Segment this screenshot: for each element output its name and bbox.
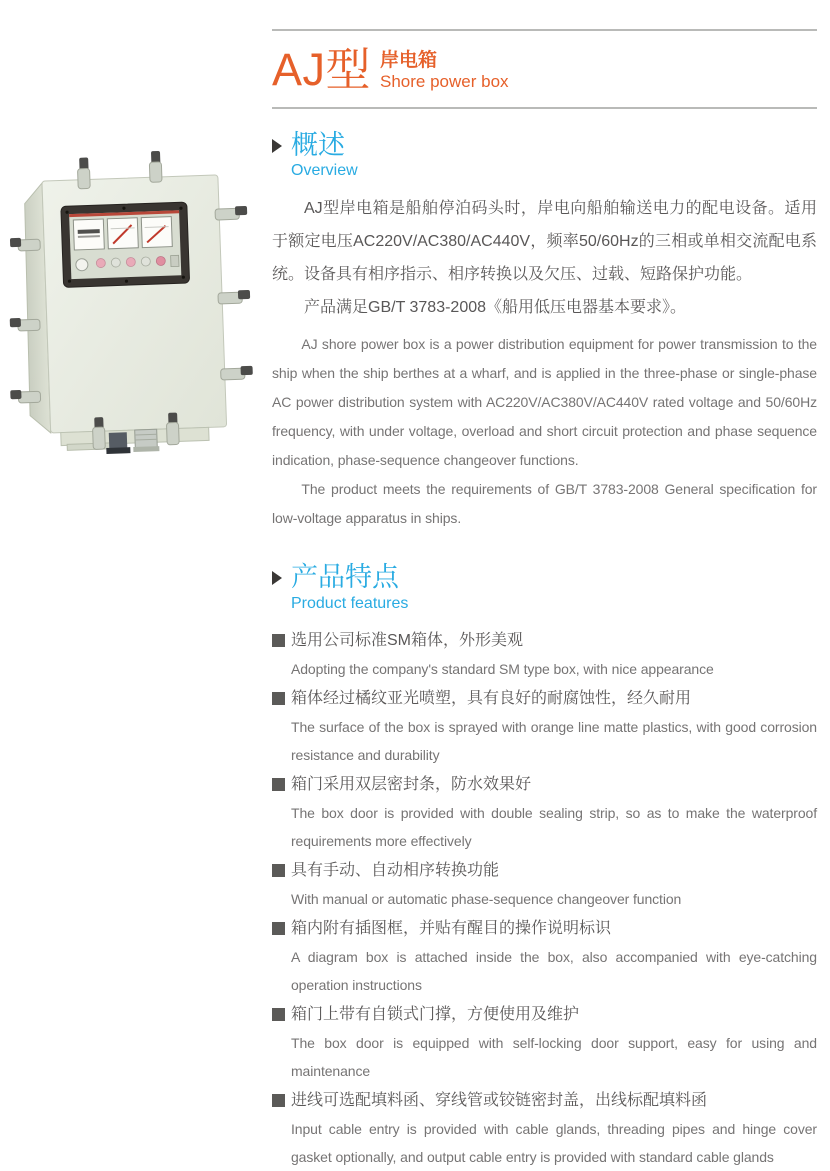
- cable-gland-metal: [133, 429, 160, 452]
- feature-cn-line: [272, 1001, 817, 1029]
- title-block: [272, 29, 817, 109]
- latch-clamp-right-2: [218, 290, 250, 304]
- selector-switch: [171, 255, 179, 266]
- overview-paragraph-cn: 产品满足GB/T 3783-2008《船用低压电器基本要求》。: [304, 299, 687, 317]
- section-marker-icon: [272, 139, 282, 153]
- features-heading-text: [291, 563, 408, 613]
- indicator-light-4: [141, 257, 150, 266]
- feature-cn-line: [272, 1087, 817, 1115]
- feature-cn-line: [272, 771, 817, 799]
- ammeter-2: [141, 217, 172, 248]
- feature-list: [272, 627, 817, 1171]
- ammeter-1: [107, 218, 138, 249]
- feature-cn-text: 选用公司标准SM箱体，外形美观: [291, 631, 524, 649]
- feature-item: [272, 627, 817, 683]
- feature-item: [272, 1001, 817, 1085]
- feature-en-text: Adopting the company's standard SM type box, with nice appearance: [291, 660, 714, 677]
- product-name-cn: 岸电箱: [380, 49, 438, 71]
- indicator-light-1: [96, 258, 105, 267]
- feature-cn-line: [272, 685, 817, 713]
- feature-cn-line: [272, 915, 817, 943]
- feature-cn-line: [272, 857, 817, 885]
- bullet-square-icon: [272, 1008, 285, 1021]
- latch-clamp-left-3: [10, 389, 40, 403]
- latch-clamp-top-2: [149, 151, 162, 182]
- push-button: [76, 259, 88, 271]
- overview-heading: [272, 131, 817, 181]
- feature-cn-text: 箱内附有插图框，并贴有醒目的操作说明标识: [291, 919, 612, 937]
- feature-item: [272, 685, 817, 769]
- features-section: [272, 563, 817, 1170]
- viewing-window: [61, 202, 190, 287]
- feature-en-text: A diagram box is attached inside the box, also accompanied with eye-catching operation instructions: [291, 948, 817, 993]
- feature-cn-line: [272, 627, 817, 655]
- features-heading-cn: 产品特点: [291, 562, 399, 593]
- feature-cn-text: 箱门采用双层密封条，防水效果好: [291, 775, 532, 793]
- latch-clamp-right-3: [221, 366, 253, 380]
- product-subtitle: [380, 46, 509, 92]
- overview-heading-cn: 概述: [291, 130, 345, 160]
- overview-paragraph-en: The product meets the requirements of GB/T 3783-2008 General specification for low-voltage apparatus in ships.: [272, 481, 817, 527]
- bullet-square-icon: [272, 778, 285, 791]
- overview-heading-en: Overview: [291, 162, 358, 180]
- product-photo: [4, 138, 260, 453]
- feature-en-text: With manual or automatic phase-sequence changeover function: [291, 890, 682, 907]
- bullet-square-icon: [272, 864, 285, 877]
- feature-en-text: The surface of the box is sprayed with orange line matte plastics, with good corrosion resistance and durability: [291, 718, 817, 763]
- content-column: [272, 0, 817, 1171]
- bullet-square-icon: [272, 922, 285, 935]
- feature-cn-text: 具有手动、自动相序转换功能: [291, 861, 500, 879]
- bullet-square-icon: [272, 1094, 285, 1107]
- overview-section: [272, 131, 817, 533]
- cable-gland-dark: [106, 432, 131, 454]
- bullet-square-icon: [272, 692, 285, 705]
- model-name: AJ型: [272, 43, 372, 95]
- overview-paragraph-en: AJ shore power box is a power distribution equipment for power transmission to the ship when the ship berthes at a wharf, and is applied in the three-phase or single-phase AC power distribution system with AC220V/AC380V/AC440V rated voltage and 50/60Hz frequency, with under voltage, overload and short circuit protection and phase sequence indication, phase-sequence changeover functions.: [272, 336, 817, 469]
- feature-cn-text: 箱门上带有自锁式门撑，方便使用及维护: [291, 1005, 580, 1023]
- latch-clamp-left-2: [10, 317, 40, 331]
- overview-paragraph-cn: AJ型岸电箱是船舶停泊码头时，岸电向船舶输送电力的配电设备。适用于额定电压AC220V/AC380/AC440V，频率50/60Hz的三相或单相交流配电系统。设备具有相序指示、相序转换以及欠压、过载、短路保护功能。: [272, 200, 817, 284]
- latch-clamp-left-1: [10, 237, 40, 251]
- feature-item: [272, 857, 817, 913]
- features-heading: [272, 563, 817, 613]
- voltmeter: [73, 219, 104, 250]
- latch-clamp-right-1: [215, 206, 247, 220]
- feature-cn-text: 进线可选配填料函、穿线管或铰链密封盖，出线标配填料函: [291, 1091, 708, 1109]
- overview-paragraphs-en: [272, 330, 817, 533]
- feature-item: [272, 915, 817, 999]
- feature-en-text: The box door is provided with double sealing strip, so as to make the waterproof requirements more effectively: [291, 804, 817, 849]
- feature-en-text: The box door is equipped with self-locking door support, easy for using and maintenance: [291, 1034, 817, 1079]
- section-marker-icon: [272, 571, 282, 585]
- features-heading-en: Product features: [291, 594, 409, 612]
- overview-heading-text: [291, 131, 358, 181]
- latch-clamp-top-1: [77, 157, 90, 188]
- feature-en-text: Input cable entry is provided with cable glands, threading pipes and hinge cover gasket optionally, and output cable entry is provided with standard cable glands: [291, 1120, 817, 1165]
- feature-item: [272, 1087, 817, 1171]
- feature-item: [272, 771, 817, 855]
- shore-power-box-illustration: [4, 138, 260, 453]
- indicator-light-5: [156, 256, 165, 265]
- bullet-square-icon: [272, 634, 285, 647]
- product-name-en: Shore power box: [380, 71, 509, 91]
- overview-paragraphs-cn: [272, 192, 817, 324]
- indicator-light-3: [126, 257, 135, 266]
- indicator-light-2: [111, 258, 120, 267]
- feature-cn-text: 箱体经过橘纹亚光喷塑，具有良好的耐腐蚀性，经久耐用: [291, 689, 692, 707]
